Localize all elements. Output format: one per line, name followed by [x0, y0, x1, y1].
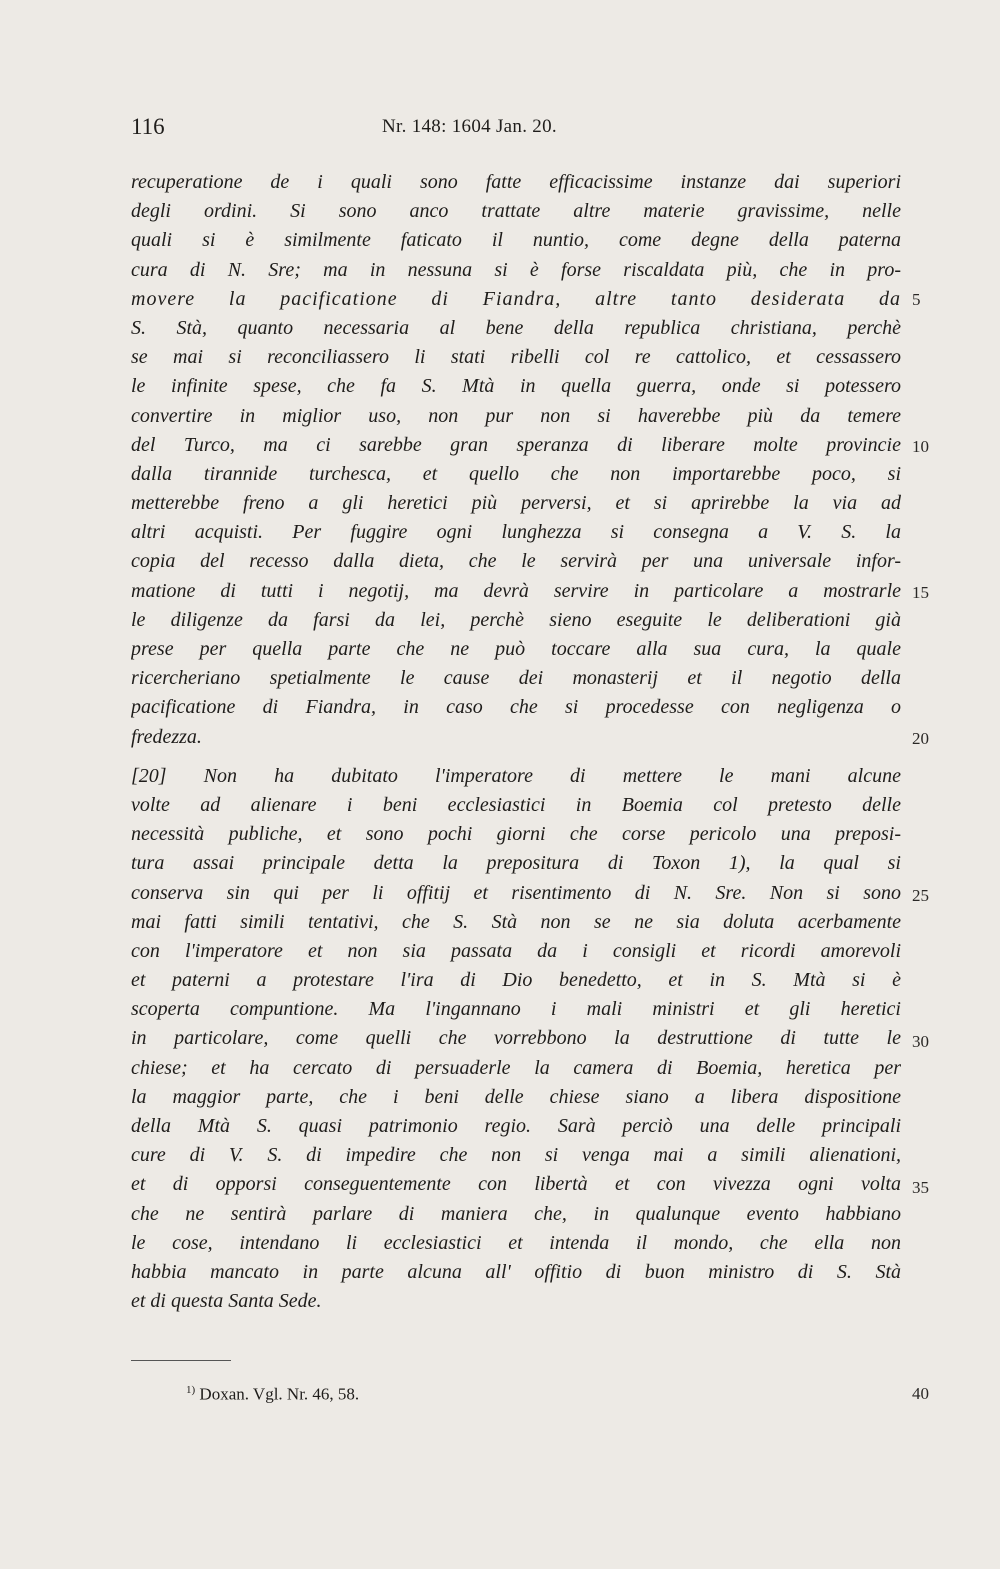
- running-head: Nr. 148: 1604 Jan. 20.: [382, 116, 557, 137]
- line-number: 40: [912, 1384, 929, 1403]
- text-line: pacificatione di Fiandra, in caso che si procedesse con negligenza o: [131, 696, 901, 719]
- text-line: che ne sentirà parlare di maniera che, in qualunque evento habbiano: [131, 1202, 901, 1225]
- text-line: se mai si reconciliassero li stati ribelli col re cattolico, et cessassero: [131, 346, 901, 369]
- page-number: 116: [131, 114, 165, 139]
- line-number: 10: [912, 437, 929, 456]
- text-line: prese per quella parte che ne può toccare alla sua cura, la quale: [131, 638, 901, 660]
- text-line: volte ad alienare i beni ecclesiastici in Boemia col pretesto delle: [131, 793, 901, 816]
- text-line: dalla tirannide turchesca, et quello che non importarebbe poco, si: [131, 462, 901, 485]
- footnote-text: Doxan. Vgl. Nr. 46, 58.: [199, 1384, 360, 1404]
- text-line: conserva sin qui per li offitij et risentimento di N. Sre. Non si sono: [131, 881, 901, 904]
- line-number: 20: [912, 729, 929, 748]
- line-number: 35: [912, 1178, 929, 1197]
- text-line: degli ordini. Si sono anco trattate altre materie gravissime, nelle: [131, 200, 901, 223]
- text-line: le cose, intendano li ecclesiastici et intenda il mondo, che ella non: [131, 1231, 901, 1254]
- text-line: cure di V. S. di impedire che non si venga mai a simili alienationi,: [131, 1144, 901, 1167]
- text-line: movere la pacificatione di Fiandra, altre tanto desiderata da: [131, 287, 901, 310]
- text-line: del Turco, ma ci sarebbe gran speranza di liberare molte provincie: [131, 433, 901, 456]
- text-line: [20] Non ha dubitato l'imperatore di mettere le mani alcune: [131, 764, 901, 787]
- footnote-marker: 1): [186, 1384, 196, 1396]
- text-line: cura di N. Sre; ma in nessuna si è forse riscaldata più, che in pro-: [131, 258, 901, 281]
- text-line: altri acquisti. Per fuggire ogni lunghezza si consegna a V. S. la: [131, 521, 901, 544]
- text-line: recuperatione de i quali sono fatte efficacissime instanze dai superiori: [131, 171, 901, 193]
- text-line: metterebbe freno a gli heretici più perversi, et si aprirebbe la via ad: [131, 492, 901, 515]
- text-line: ricercheriano spetialmente le cause dei monasterij et il negotio della: [131, 667, 901, 690]
- text-line: chiese; et ha cercato di persuaderle la camera di Boemia, heretica per: [131, 1056, 901, 1079]
- text-line: in particolare, come quelli che vorrebbono la destruttione di tutte le: [131, 1027, 901, 1050]
- text-line: matione di tutti i negotij, ma devrà servire in particolare a mostrarle: [131, 579, 901, 602]
- text-line: le diligenze da farsi da lei, perchè sieno eseguite le deliberationi già: [131, 608, 901, 631]
- text-line: et paterni a protestare l'ira di Dio benedetto, et in S. Mtà si è: [131, 969, 901, 992]
- text-line: copia del recesso dalla dieta, che le servirà per una universale infor-: [131, 550, 901, 573]
- text-line: S. Stà, quanto necessaria al bene della republica christiana, perchè: [131, 316, 901, 339]
- line-number: 30: [912, 1032, 929, 1051]
- text-line: et di questa Santa Sede.: [131, 1290, 322, 1313]
- text-line: scoperta compuntione. Ma l'ingannano i mali ministri et gli heretici: [131, 998, 901, 1021]
- text-line: tura assai principale detta la prepositura di Toxon 1), la qual si: [131, 852, 901, 875]
- text-line: habbia mancato in parte alcuna all' offitio di buon ministro di S. Stà: [131, 1260, 901, 1283]
- body-text: [131, 168, 901, 1316]
- line-number: 5: [912, 290, 921, 309]
- text-line: la maggior parte, che i beni delle chiese siano a libera dispositione: [131, 1085, 901, 1108]
- text-line: mai fatti simili tentativi, che S. Stà non se ne sia doluta acerbamente: [131, 910, 901, 933]
- footnote-rule: [131, 1360, 231, 1361]
- text-line: fredezza.: [131, 725, 202, 748]
- text-line: convertire in miglior uso, non pur non si haverebbe più da temere: [131, 404, 901, 427]
- text-line: et di opporsi conseguentemente con libertà et con vivezza ogni volta: [131, 1173, 901, 1196]
- line-number: 25: [912, 886, 929, 905]
- page-header: [131, 114, 901, 144]
- text-line: quali si è similmente faticato il nuntio, come degne della paterna: [131, 229, 901, 252]
- text-line: le infinite spese, che fa S. Mtà in quella guerra, onde si potessero: [131, 375, 901, 398]
- text-line: necessità publiche, et sono pochi giorni che corse pericolo una preposi-: [131, 823, 901, 846]
- text-line: della Mtà S. quasi patrimonio regio. Sarà perciò una delle principali: [131, 1115, 901, 1137]
- text-line: con l'imperatore et non sia passata da i consigli et ricordi amorevoli: [131, 939, 901, 962]
- line-number: 15: [912, 583, 929, 602]
- footnote: [186, 1384, 359, 1405]
